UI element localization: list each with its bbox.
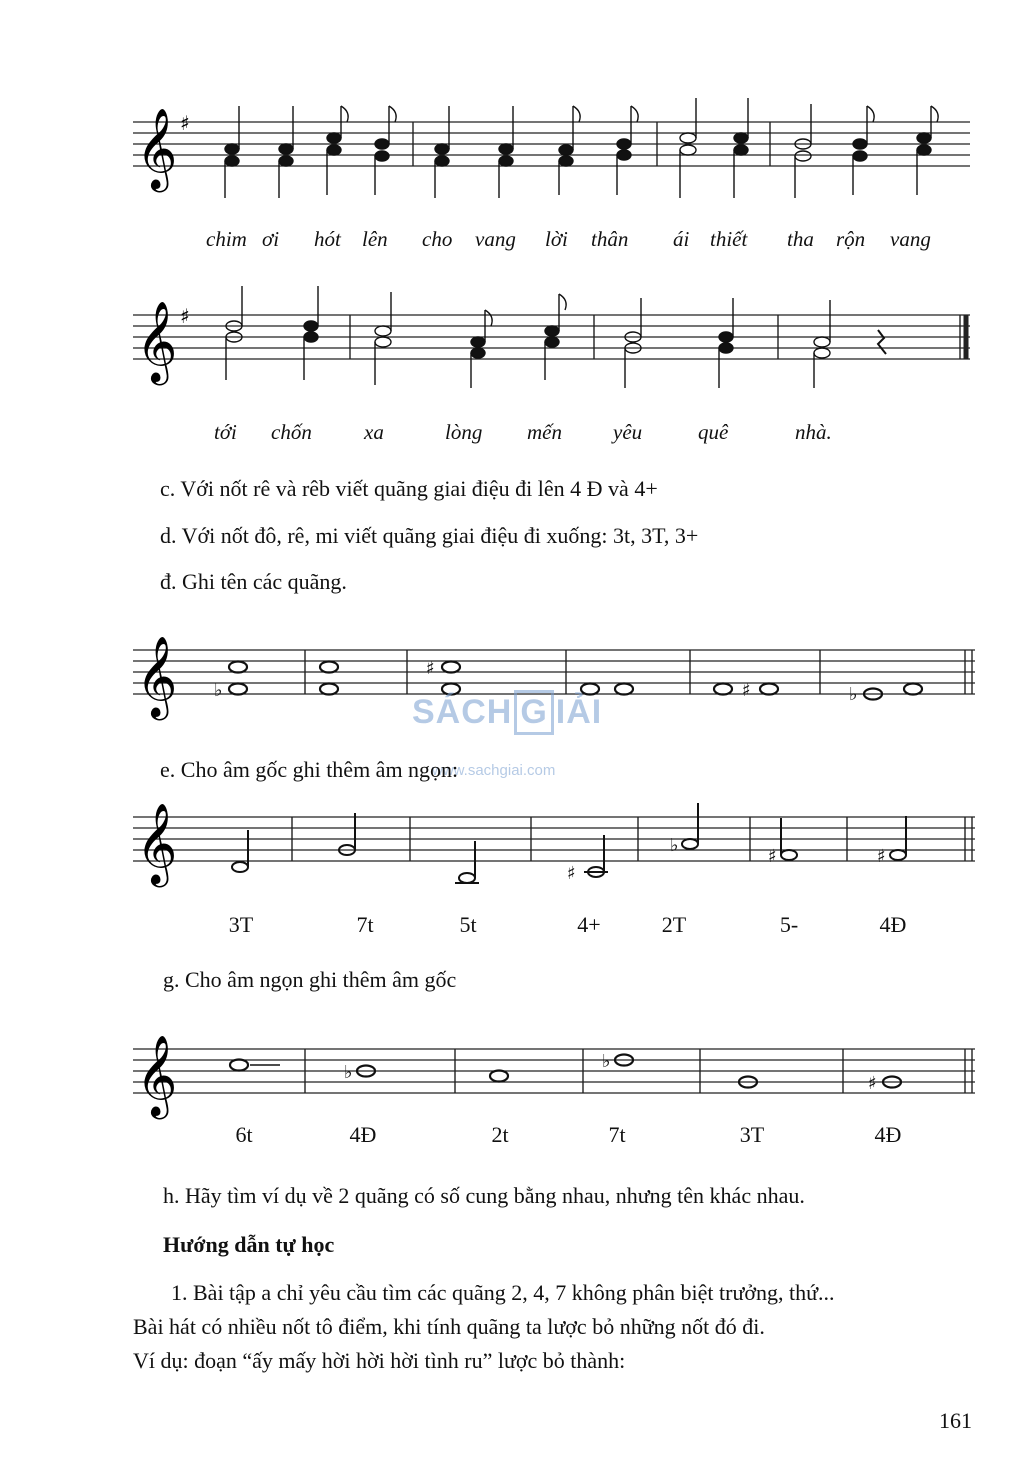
interval-label: 5- xyxy=(779,912,799,937)
sharp-icon: ♯ xyxy=(180,111,190,135)
music-staff-1 xyxy=(0,100,1024,200)
music-staff-2 xyxy=(0,280,1024,390)
sharp-icon: ♯ xyxy=(877,846,886,867)
interval-label: 4Đ xyxy=(349,1122,377,1147)
interval-label: 3T xyxy=(739,1122,765,1147)
flat-icon: ♭ xyxy=(602,1051,611,1072)
sharp-icon: ♯ xyxy=(742,680,751,701)
flat-icon: ♭ xyxy=(214,680,223,701)
music-staff-4 xyxy=(0,800,1024,890)
flat-icon: ♭ xyxy=(849,684,858,705)
sharp-icon: ♯ xyxy=(768,846,777,867)
guide-line: Bài hát có nhiều nốt tô điểm, khi tính quãng ta lược bỏ những nốt đó đi. xyxy=(133,1314,765,1339)
lyric-word: rộn xyxy=(836,227,866,251)
guide-text xyxy=(133,1276,973,1378)
interval-label: 5t xyxy=(459,912,477,937)
lyric-word: lòng xyxy=(445,420,483,444)
lyric-word: chốn xyxy=(271,420,312,444)
interval-label: 4Đ xyxy=(879,912,907,937)
lyric-word: vang xyxy=(475,227,516,251)
interval-label: 7t xyxy=(356,912,374,937)
melody-notes-1 xyxy=(225,98,938,198)
lyric-word: xa xyxy=(364,420,384,444)
music-staff-5 xyxy=(0,1020,1024,1116)
treble-clef-icon: 𝄞 xyxy=(136,107,178,189)
lyric-word: tha xyxy=(787,227,814,251)
sharp-icon: ♯ xyxy=(567,863,576,884)
lyric-word: vang xyxy=(890,227,931,251)
treble-clef-icon: 𝄞 xyxy=(136,300,178,382)
lyric-word: lời xyxy=(545,227,568,251)
sharp-icon: ♯ xyxy=(426,658,435,679)
interval-label: 2T xyxy=(661,912,687,937)
sharp-icon: ♯ xyxy=(868,1073,877,1094)
interval-label: 4Đ xyxy=(874,1122,902,1147)
lyric-word: tới xyxy=(214,420,237,444)
lyric-word: yêu xyxy=(613,420,643,444)
lyric-word: mến xyxy=(527,420,562,444)
watermark-logo: SÁCH G IẢI xyxy=(412,690,602,735)
interval-label: 3T xyxy=(228,912,254,937)
flat-icon: ♭ xyxy=(670,835,679,856)
lyric-word: lên xyxy=(362,227,388,251)
exercise-c: c. Với nốt rê và rêb viết quãng giai điệu đi lên 4 Đ và 4+ xyxy=(160,476,658,501)
lyric-word: ơi xyxy=(262,227,280,251)
exercise-g: g. Cho âm ngọn ghi thêm âm gốc xyxy=(163,967,457,992)
treble-clef-icon: 𝄞 xyxy=(136,635,178,717)
lyric-word: thiết xyxy=(710,227,748,251)
lyric-word: hót xyxy=(314,227,341,251)
page-number: 161 xyxy=(939,1408,972,1433)
flat-icon: ♭ xyxy=(344,1062,353,1083)
interval-label: 2t xyxy=(491,1122,509,1147)
interval-label: 7t xyxy=(608,1122,626,1147)
lyric-word: cho xyxy=(422,227,453,251)
watermark-url: www.sachgiai.com xyxy=(432,762,556,779)
lyric-word: nhà. xyxy=(795,420,832,444)
lyric-word: quê xyxy=(698,420,729,444)
exercise-e: e. Cho âm gốc ghi thêm âm ngọn: xyxy=(160,757,459,782)
lyrics-line-2 xyxy=(0,420,1024,450)
exercise-dd: đ. Ghi tên các quãng. xyxy=(160,569,347,594)
lyric-word: thân xyxy=(591,227,629,251)
exercise-h: h. Hãy tìm ví dụ về 2 quãng có số cung bằng nhau, nhưng tên khác nhau. xyxy=(163,1183,805,1208)
interval-label: 6t xyxy=(235,1122,253,1147)
treble-clef-icon: 𝄞 xyxy=(136,802,178,884)
sharp-icon: ♯ xyxy=(180,304,190,328)
lyrics-line-1 xyxy=(0,227,1024,257)
guide-heading: Hướng dẫn tự học xyxy=(163,1232,335,1257)
guide-line: 1. Bài tập a chỉ yêu cầu tìm các quãng 2, 4, 7 không phân biệt trưởng, thứ... xyxy=(171,1280,835,1305)
interval-labels-g xyxy=(0,1122,1024,1152)
lyric-word: ái xyxy=(673,227,690,251)
guide-line: Ví dụ: đoạn “ấy mấy hời hời hời tình ru” lược bỏ thành: xyxy=(133,1348,626,1373)
lyric-word: chim xyxy=(206,227,247,251)
interval-labels-e xyxy=(0,912,1024,942)
exercise-d: d. Với nốt đô, rê, mi viết quãng giai điệu đi xuống: 3t, 3T, 3+ xyxy=(160,523,699,548)
interval-label: 4+ xyxy=(577,912,601,937)
treble-clef-icon: 𝄞 xyxy=(136,1034,178,1116)
